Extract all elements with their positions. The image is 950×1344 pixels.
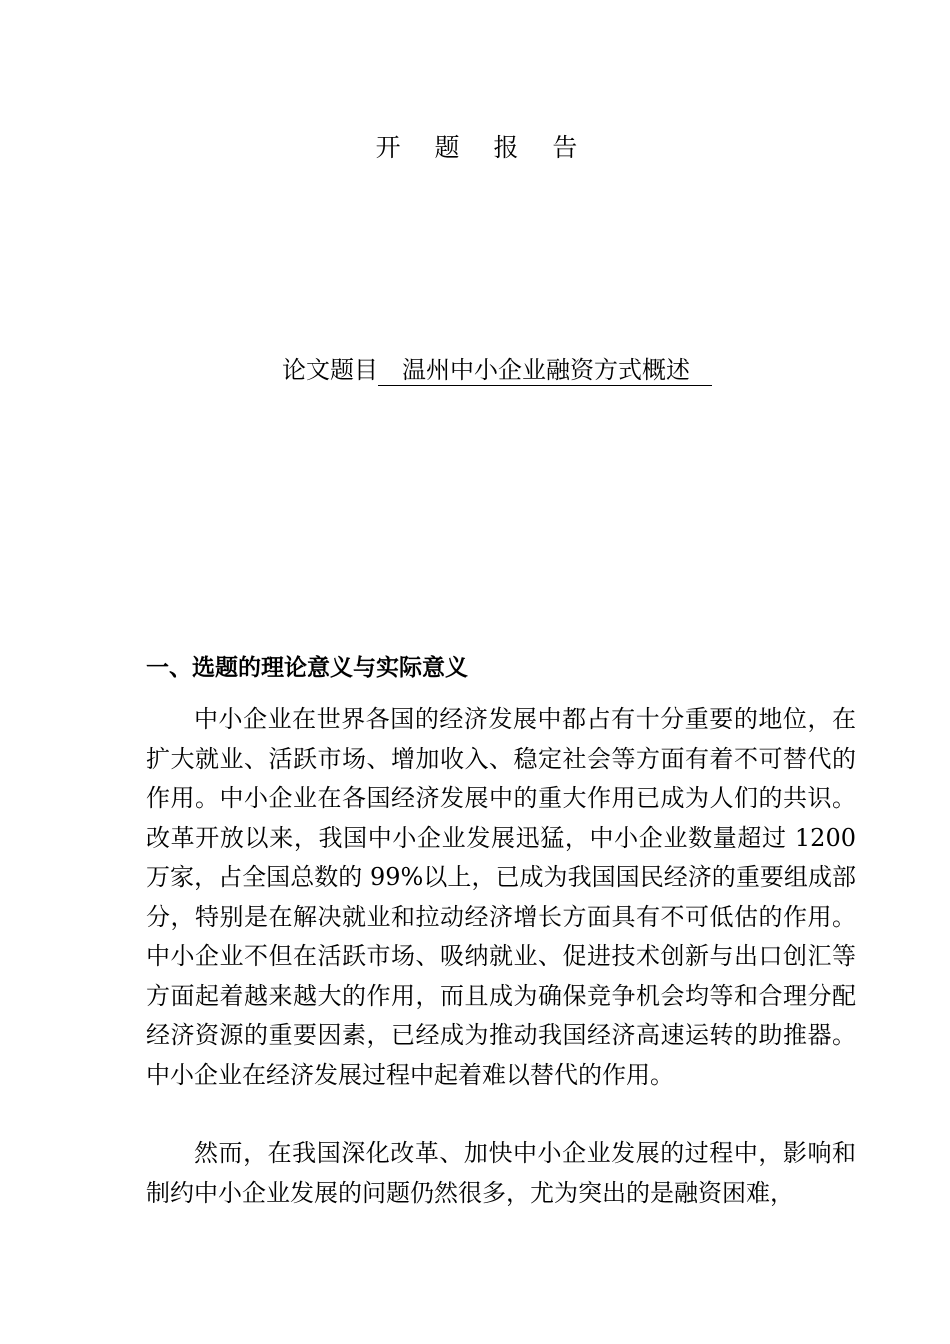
body-paragraph-2: 然而，在我国深化改革、加快中小企业发展的过程中，影响和制约中小企业发展的问题仍然很多，尤为突出的是融资困难， <box>146 1139 856 1207</box>
report-title: 开 题 报 告 <box>375 133 591 162</box>
thesis-title-row <box>282 352 712 388</box>
thesis-title-label: 论文题目 <box>282 356 378 384</box>
section-heading: 一、选题的理论意义与实际意义 <box>146 655 468 681</box>
thesis-title-value: 温州中小企业融资方式概述 <box>378 355 712 386</box>
body-paragraph-1: 中小企业在世界各国的经济发展中都占有十分重要的地位，在扩大就业、活跃市场、增加收入、稳定社会等方面有着不可替代的作用。中小企业在各国经济发展中的重大作用已成为人们的共识。改革开放以来，我国中小企业发展迅猛，中小企业数量超过 1200 万家，占全国总数的 99%以上，已成为我国国民经济的重要组成部分，特别是在解决就业和拉动经济增长方面具有不可低估的作用。中小企业不但在活跃市场、吸纳就业、促进技术创新与出口创汇等方面起着越来越大的作用，而且成为确保竞争机会均等和合理分配经济资源的重要因素，已经成为推动我国经济高速运转的助推器。中小企业在经济发展过程中起着难以替代的作用。 <box>146 705 856 1089</box>
